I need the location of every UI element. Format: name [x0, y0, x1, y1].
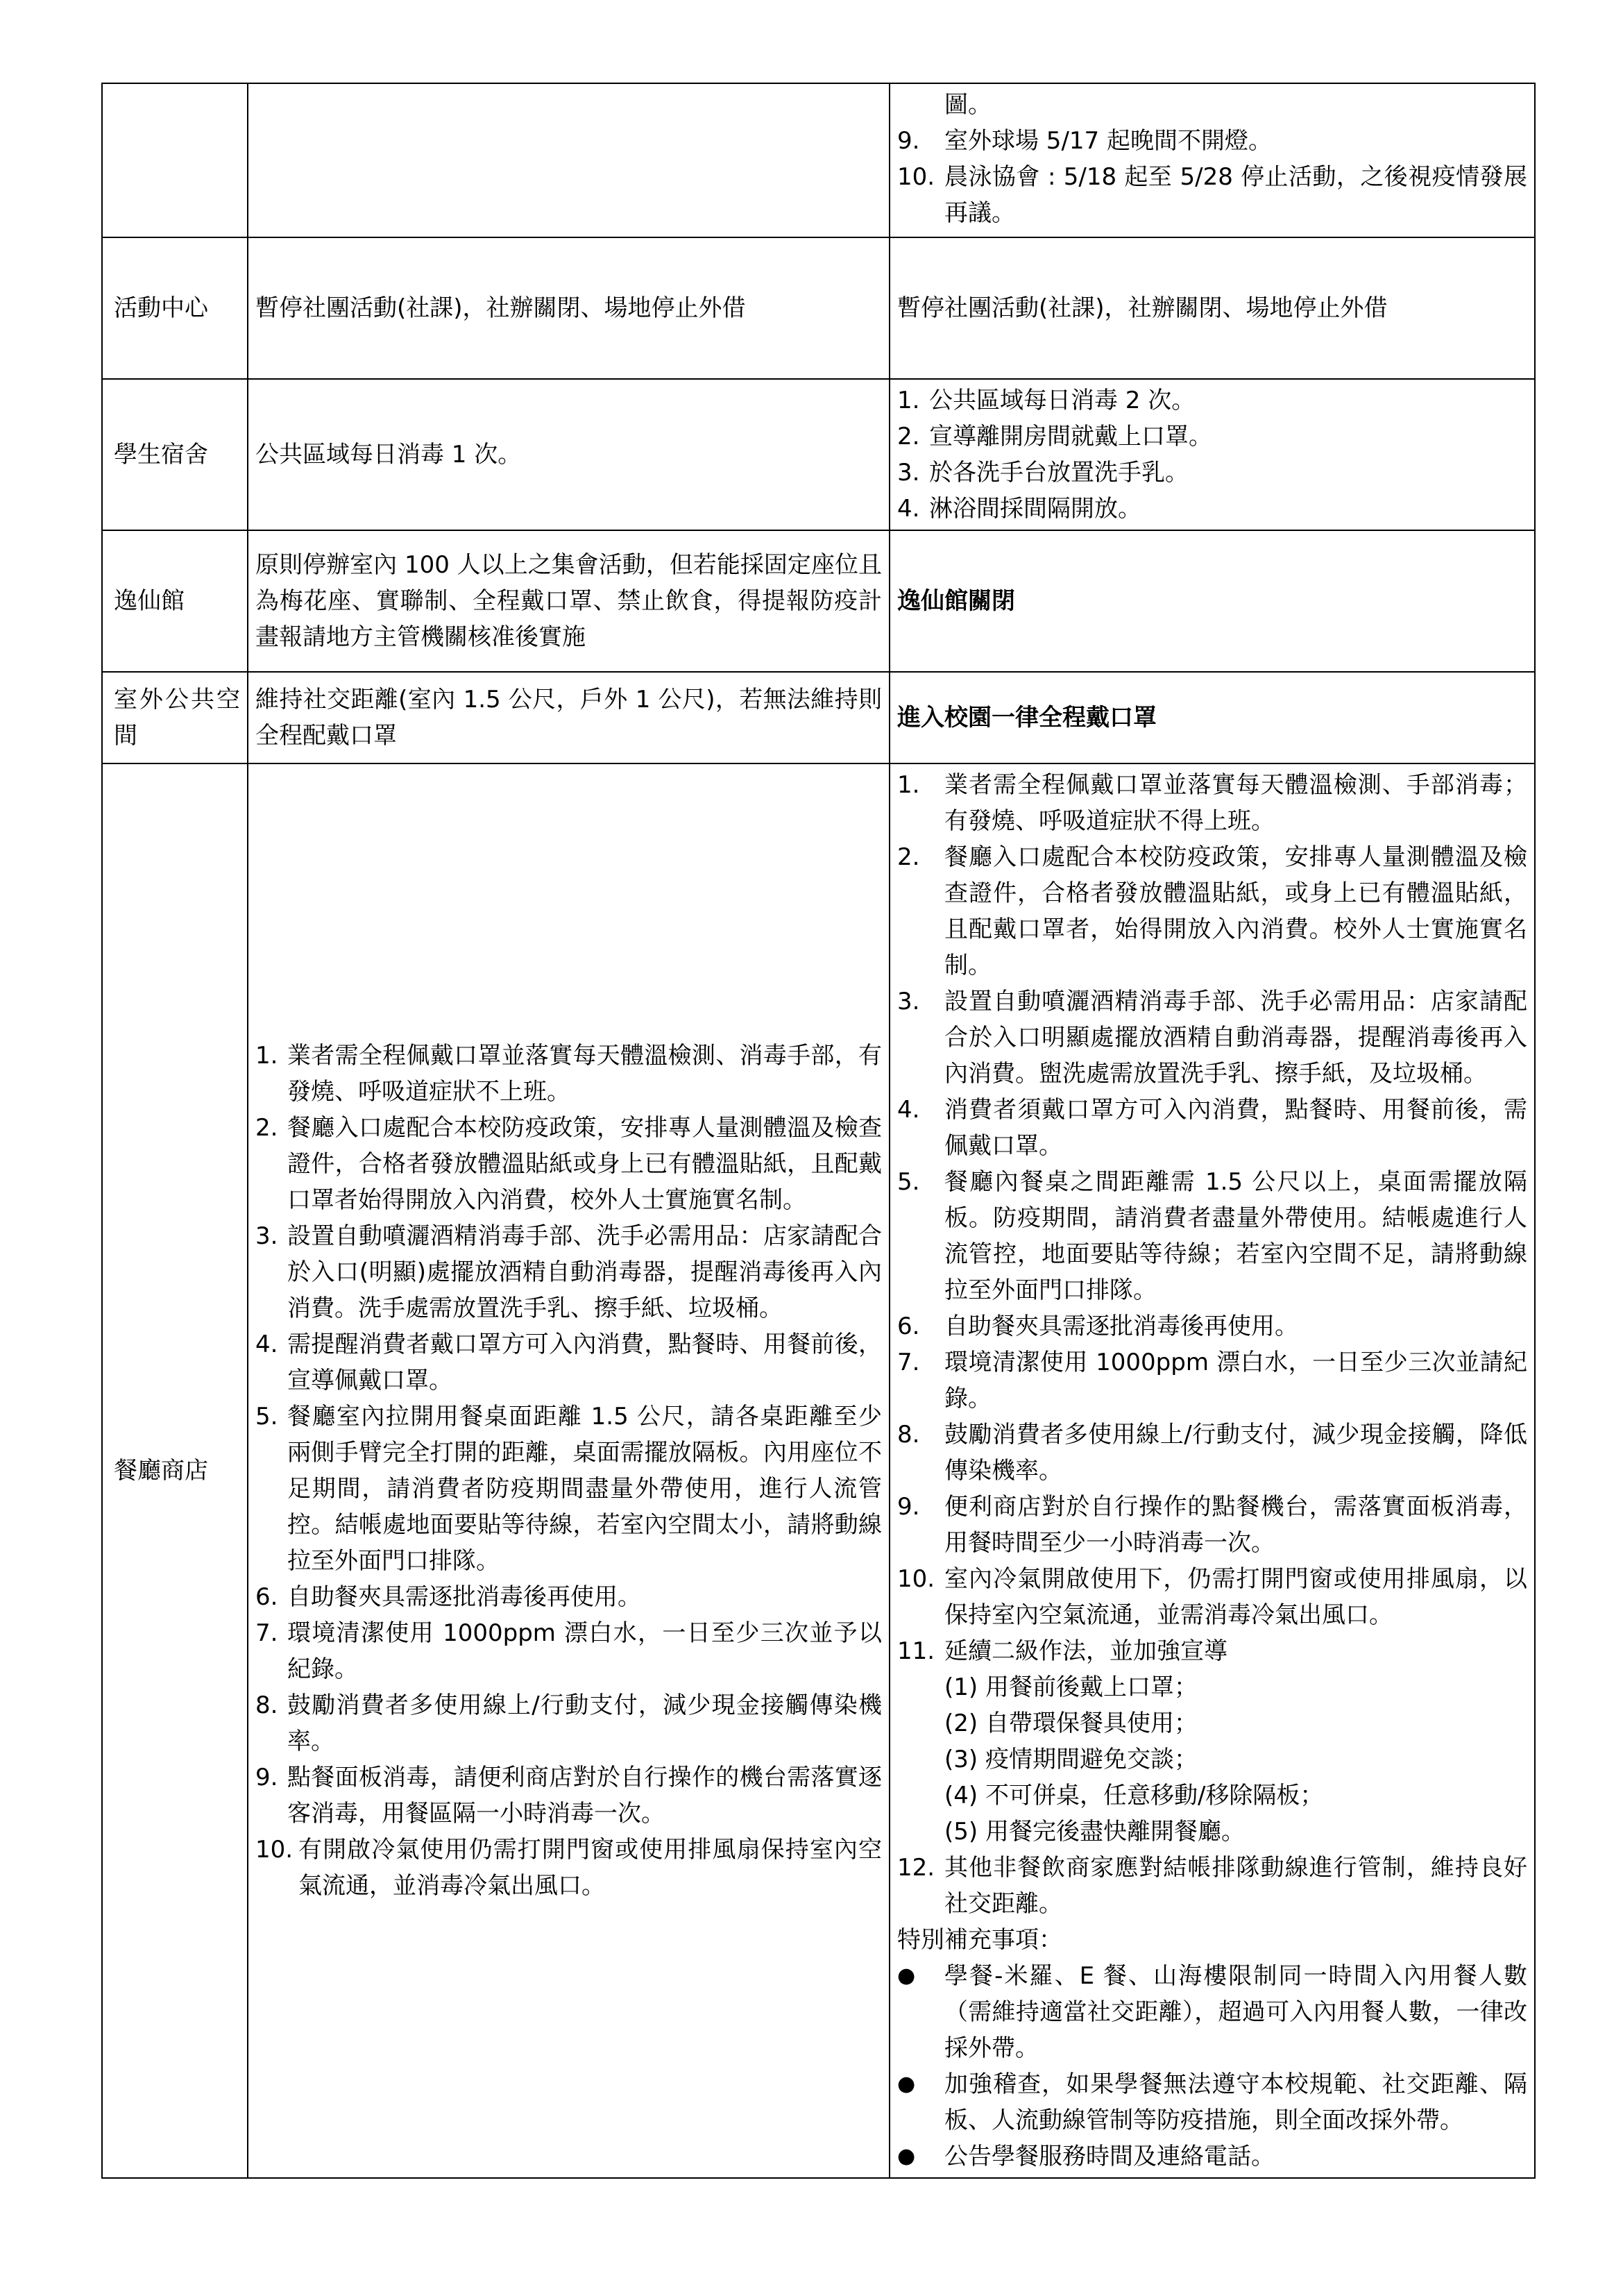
- list-item: 3. 於各洗手台放置洗手乳。: [897, 459, 1189, 487]
- category-dorm: 學生宿舍: [102, 379, 248, 530]
- bullet-item: ● 學餐-米羅、E 餐、山海樓限制同一時間入內用餐人數（需維持適當社交距離），超過可入內用餐人數，一律改採外帶。: [897, 1958, 1527, 2066]
- list-item: 7. 環境清潔使用 1000ppm 漂白水，一日至少三次並予以紀錄。: [255, 1619, 882, 1683]
- outdoor-after: 進入校園一律全程戴口罩: [890, 672, 1535, 763]
- yixian-after: 逸仙館關閉: [890, 530, 1535, 672]
- list-item: 3. 設置自動噴灑酒精消毒手部、洗手必需用品：店家請配合於入口(明顯)處擺放酒精自動消毒器，提醒消毒後再入內消費。洗手處需放置洗手乳、擦手紙、垃圾桶。: [255, 1222, 882, 1322]
- list-item: 8. 鼓勵消費者多使用線上/行動支付，減少現金接觸傳染機率。: [255, 1691, 882, 1755]
- outdoor-before: 維持社交距離(室內 1.5 公尺，戶外 1 公尺)，若無法維持則全程配戴口罩: [248, 672, 890, 763]
- food-before-list: [255, 1038, 882, 1904]
- category-outdoor: 室外公共空間: [102, 672, 248, 763]
- list-item: 4. 消費者須戴口罩方可入內消費，點餐時、用餐前後，需佩戴口罩。: [897, 1096, 1527, 1160]
- row-activity-center: [102, 237, 1535, 379]
- food-before: [248, 763, 890, 2178]
- list-item: 10. 晨泳協會 : 5/18 起至 5/28 停止活動，之後視疫情發展再議。: [897, 163, 1527, 227]
- list-item: 2. 宣導離開房間就戴上口罩。: [897, 423, 1212, 450]
- list-item: 1. 業者需全程佩戴口罩並落實每天體溫檢測、手部消毒；有發燒、呼吸道症狀不得上班。: [897, 771, 1527, 835]
- list-item: 10. 室內冷氣開啟使用下，仍需打開門窗或使用排風扇，以保持室內空氣流通，並需消毒冷氣出風口。: [897, 1565, 1527, 1629]
- sub-item: (4) 不可併桌，任意移動/移除隔板；: [944, 1782, 1324, 1809]
- measures-table: [101, 83, 1536, 2179]
- category-yixian-hall: 逸仙館: [102, 530, 248, 672]
- list-item: 7. 環境清潔使用 1000ppm 漂白水，一日至少三次並請紀錄。: [897, 1349, 1527, 1412]
- list-item: 3. 設置自動噴灑酒精消毒手部、洗手必需用品：店家請配合於入口明顯處擺放酒精自動消毒器，提醒消毒後再入內消費。盥洗處需放置洗手乳、擦手紙，及垃圾桶。: [897, 988, 1527, 1088]
- list-item: 1. 業者需全程佩戴口罩並落實每天體溫檢測、消毒手部，有發燒、呼吸道症狀不上班。: [255, 1042, 882, 1106]
- cell-continuation-after: [890, 83, 1535, 237]
- list-item: 2. 餐廳入口處配合本校防疫政策，安排專人量測體溫及檢查證件，合格者發放體溫貼紙或身上已有體溫貼紙，且配戴口罩者始得開放入內消費，校外人士實施實名制。: [255, 1114, 882, 1214]
- sub-item: (2) 自帶環保餐具使用；: [944, 1710, 1198, 1737]
- list-item: 11. 延續二級作法，並加強宣導: [897, 1637, 1227, 1665]
- bullet-icon: ●: [897, 2072, 916, 2096]
- list-item: 10. 有開啟冷氣使用仍需打開門窗或使用排風扇保持室內空氣流通，並消毒冷氣出風口。: [255, 1836, 882, 1900]
- sub-item: (1) 用餐前後戴上口罩；: [944, 1673, 1198, 1701]
- activity-after: 暫停社團活動(社課)，社辦關閉、場地停止外借: [890, 237, 1535, 379]
- bullet-icon: ●: [897, 1964, 916, 1988]
- category-restaurant-store: 餐廳商店: [102, 763, 248, 2178]
- sub-item: (3) 疫情期間避免交談；: [944, 1746, 1198, 1773]
- category-activity-center: 活動中心: [102, 237, 248, 379]
- activity-before: 暫停社團活動(社課)，社辦關閉、場地停止外借: [248, 237, 890, 379]
- cell-empty-category: [102, 83, 248, 237]
- continuation-list: [897, 123, 1527, 231]
- row-continuation: [102, 83, 1535, 237]
- row-outdoor: [102, 672, 1535, 763]
- continuation-lead: 圖。: [944, 91, 992, 119]
- yixian-before: 原則停辦室內 100 人以上之集會活動，但若能採固定座位且為梅花座、實聯制、全程戴口罩、禁止飲食，得提報防疫計畫報請地方主管機關核准後實施: [248, 530, 890, 672]
- row-yixian-hall: [102, 530, 1535, 672]
- dorm-before: 公共區域每日消毒 1 次。: [248, 379, 890, 530]
- list-item: 5. 餐廳內餐桌之間距離需 1.5 公尺以上，桌面需擺放隔板。防疫期間，請消費者盡量外帶使用。結帳處進行人流管控，地面要貼等待線；若室內空間不足，請將動線拉至外面門口排隊。: [897, 1168, 1527, 1304]
- list-item: 6. 自助餐夾具需逐批消毒後再使用。: [255, 1583, 641, 1611]
- list-item: 6. 自助餐夾具需逐批消毒後再使用。: [897, 1312, 1298, 1340]
- list-item: 4. 需提醒消費者戴口罩方可入內消費，點餐時、用餐前後，宣導佩戴口罩。: [255, 1331, 882, 1394]
- food-after: [890, 763, 1535, 2178]
- list-item: 5. 餐廳室內拉開用餐桌面距離 1.5 公尺，請各桌距離至少兩側手臂完全打開的距離，桌面需擺放隔板。內用座位不足期間，請消費者防疫期間盡量外帶使用，進行人流管控。結帳處地面要貼等待線，若室內空間太小，請將動線拉至外面門口排隊。: [255, 1403, 882, 1575]
- bullet-item: ● 加強稽查，如果學餐無法遵守本校規範、社交距離、隔板、人流動線管制等防疫措施，則全面改採外帶。: [897, 2066, 1527, 2138]
- sub-item: (5) 用餐完後盡快離開餐廳。: [944, 1818, 1245, 1846]
- list-item: 8. 鼓勵消費者多使用線上/行動支付，減少現金接觸，降低傳染機率。: [897, 1421, 1527, 1485]
- list-item: 9. 室外球場 5/17 起晚間不開燈。: [897, 127, 1272, 155]
- list-item: 1. 公共區域每日消毒 2 次。: [897, 387, 1196, 414]
- dorm-list: [897, 382, 1527, 527]
- food-after-list-cont: [897, 1850, 1527, 1922]
- food-after-list: [897, 767, 1527, 1669]
- dorm-after: [890, 379, 1535, 530]
- row-dorm: [102, 379, 1535, 530]
- list-item: 9. 點餐面板消毒，請便利商店對於自行操作的機台需落實逐客消毒，用餐區隔一小時消毒一次。: [255, 1764, 882, 1827]
- list-item: 12. 其他非餐飲商家應對結帳排隊動線進行管制，維持良好社交距離。: [897, 1854, 1527, 1918]
- bullet-item: ● 公告學餐服務時間及連絡電話。: [897, 2138, 1527, 2175]
- list-item: 4. 淋浴間採間隔開放。: [897, 495, 1141, 523]
- row-restaurant-store: [102, 763, 1535, 2178]
- cell-empty-before: [248, 83, 890, 237]
- list-item: 9. 便利商店對於自行操作的點餐機台，需落實面板消毒，用餐時間至少一小時消毒一次。: [897, 1493, 1527, 1557]
- list-item: 2. 餐廳入口處配合本校防疫政策，安排專人量測體溫及檢查證件，合格者發放體溫貼紙，或身上已有體溫貼紙，且配戴口罩者，始得開放入內消費。校外人士實施實名制。: [897, 843, 1527, 979]
- note-title: 特別補充事項：: [897, 1926, 1062, 1954]
- bullet-icon: ●: [897, 2144, 916, 2168]
